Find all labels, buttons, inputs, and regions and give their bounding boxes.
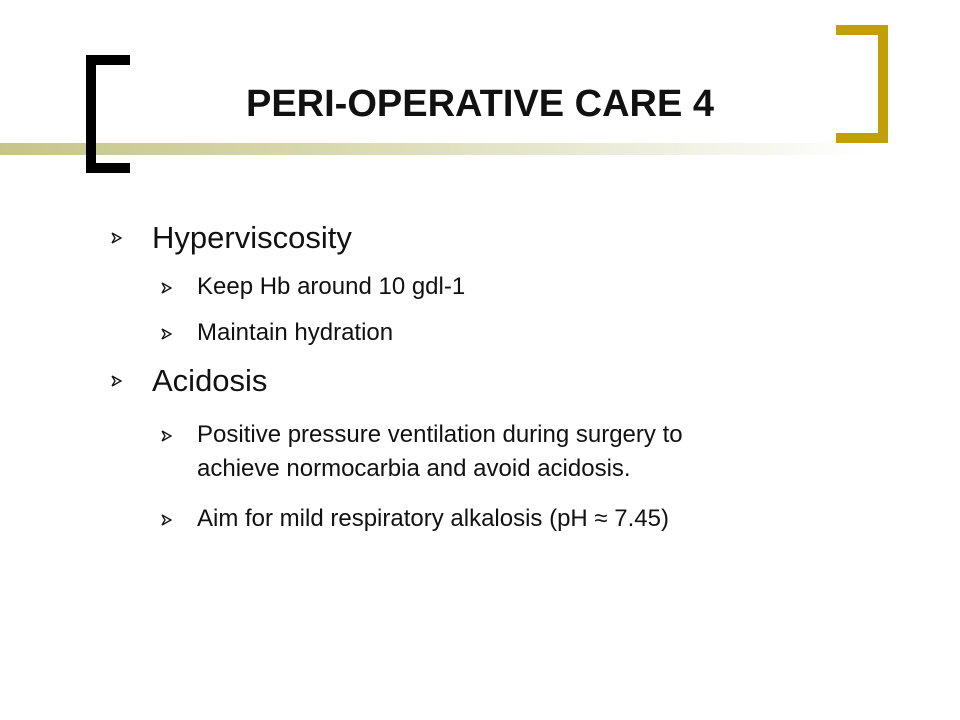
slide-title: PERI-OPERATIVE CARE 4 xyxy=(245,83,715,125)
arrow-bullet-icon xyxy=(160,327,174,341)
arrow-bullet-icon xyxy=(160,429,174,443)
bullet-text-line2: achieve normocarbia and avoid acidosis. xyxy=(197,455,631,482)
bullet-text: Keep Hb around 10 gdl-1 xyxy=(197,273,466,300)
arrow-bullet-icon xyxy=(110,231,124,245)
arrow-bullet-icon xyxy=(160,281,174,295)
arrow-bullet-icon xyxy=(110,374,124,388)
arrow-bullet-icon xyxy=(160,513,174,527)
bullet-text: Hyperviscosity xyxy=(152,220,352,255)
bullet-text-line1: Positive pressure ventilation during surgery to xyxy=(197,421,683,448)
bullet-text: Acidosis xyxy=(152,363,268,398)
bullet-text: Maintain hydration xyxy=(197,319,394,346)
title-underline-rule xyxy=(0,143,870,155)
bullet-text: Aim for mild respiratory alkalosis (pH ≈ 7.45) xyxy=(197,505,669,532)
